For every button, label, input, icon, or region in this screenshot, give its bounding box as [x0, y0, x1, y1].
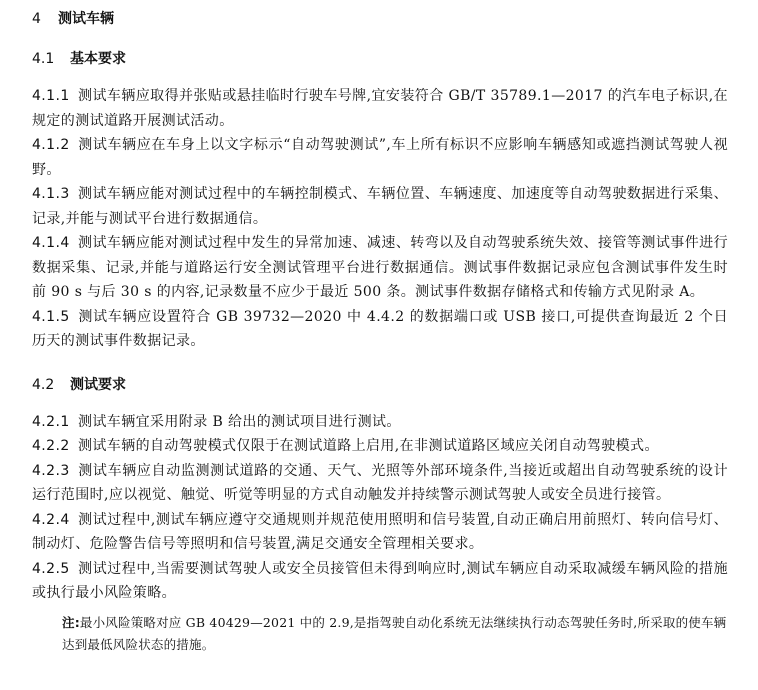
subsection-title: 测试要求: [70, 376, 126, 393]
subsection-number: 4.1: [32, 51, 55, 67]
section-number: 4: [32, 11, 41, 27]
clause-4-1-3: 4.1.3 测试车辆应能对测试过程中的车辆控制模式、车辆位置、车辆速度、加速度等自动驾驶数据进行采集、记录,并能与测试平台进行数据通信。: [32, 186, 728, 227]
subsection-heading-4-1: [32, 48, 728, 70]
clause-4-2-1: 4.2.1 测试车辆宜采用附录 B 给出的测试项目进行测试。: [32, 413, 401, 430]
note-text: 最小风险策略对应 GB 40429—2021 中的 2.9,是指驾驶自动化系统无法继续执行动态驾驶任务时,所采取的使车辆达到最低风险状态的措施。: [62, 614, 727, 652]
clause-list-4-2: [32, 410, 728, 606]
clause-4-1-4: 4.1.4 测试车辆应能对测试过程中发生的异常加速、减速、转弯以及自动驾驶系统失效、接管等测试事件进行数据采集、记录,并能与道路运行安全测试管理平台进行数据通信。测试事件数据记录应包含测试事件发生时前 90 s 与后 30 s 的内容,记录数量不应少于最近 500 条。测试事件数据存储格式和传输方式见附录 A。: [32, 235, 728, 300]
subsection-heading-4-2: [32, 374, 728, 396]
clause-4-1-5: 4.1.5 测试车辆应设置符合 GB 39732—2020 中 4.4.2 的数据端口或 USB 接口,可提供查询最近 2 个日历天的测试事件数据记录。: [32, 308, 728, 349]
subsection-title: 基本要求: [70, 51, 126, 67]
note: [62, 612, 728, 656]
subsection-number: 4.2: [32, 376, 55, 393]
section-title: 测试车辆: [58, 11, 114, 27]
note-label: 注:: [62, 614, 80, 630]
clause-4-1-2: 4.1.2 测试车辆应在车身上以文字标示“自动驾驶测试”,车上所有标识不应影响车辆感知或遮挡测试驾驶人视野。: [32, 137, 728, 178]
section-heading-4: [32, 8, 728, 30]
clause-4-2-3: 4.2.3 测试车辆应自动监测测试道路的交通、天气、光照等外部环境条件,当接近或超出自动驾驶系统的设计运行范围时,应以视觉、触觉、听觉等明显的方式自动触发并持续警示测试驾驶人或安全员进行接管。: [32, 462, 728, 503]
clause-4-2-5: 4.2.5 测试过程中,当需要测试驾驶人或安全员接管但未得到响应时,测试车辆应自动采取减缓车辆风险的措施或执行最小风险策略。: [32, 560, 728, 601]
clause-4-2-2: 4.2.2 测试车辆的自动驾驶模式仅限于在测试道路上启用,在非测试道路区域应关闭自动驾驶模式。: [32, 438, 659, 454]
clause-4-1-1: 4.1.1 测试车辆应取得并张贴或悬挂临时行驶车号牌,宜安装符合 GB/T 35789.1—2017 的汽车电子标识,在规定的测试道路开展测试活动。: [32, 88, 728, 129]
clause-4-2-4: 4.2.4 测试过程中,测试车辆应遵守交通规则并规范使用照明和信号装置,自动正确启用前照灯、转向信号灯、制动灯、危险警告信号等照明和信号装置,满足交通安全管理相关要求。: [32, 511, 728, 552]
clause-list-4-1: [32, 84, 728, 354]
